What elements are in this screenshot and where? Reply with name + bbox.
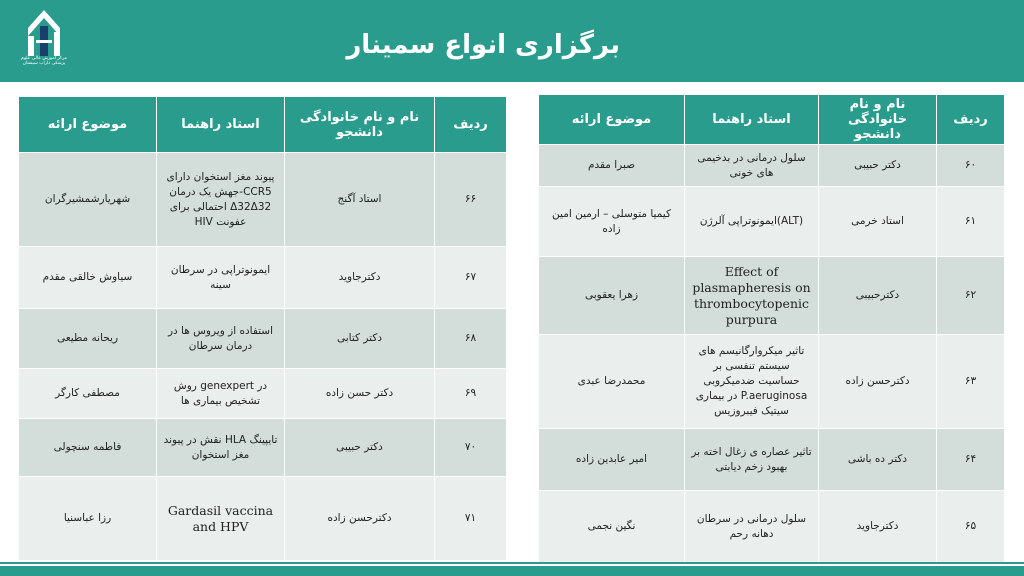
row-number: ۶۵ [937, 491, 1005, 563]
student-name: دکتر حبیبی [819, 145, 937, 187]
page-title: برگزاری انواع سمینار [346, 30, 620, 60]
presentation-topic: نگین نجمی [539, 491, 685, 563]
logo-emblem-icon [14, 6, 74, 58]
footer-divider [0, 562, 1024, 564]
advisor-name: تاثیر میکروارگانیسم های سیستم تنفسی بر حساسیت ضدمیکروبی P.aeruginosa در بیماری سیتیک فیبروزیس [685, 335, 819, 429]
table-row [539, 491, 1005, 563]
row-number: ۷۱ [435, 477, 507, 561]
student-name: دکتر ده باشی [819, 429, 937, 491]
row-number: ۷۰ [435, 419, 507, 477]
student-name: دکتر حسن زاده [285, 369, 435, 419]
student-name: دکترحسن زاده [285, 477, 435, 561]
table-row [19, 153, 507, 247]
footer-bar [0, 566, 1024, 576]
column-header-topic: موضوع ارائه [19, 97, 157, 153]
table-row [19, 477, 507, 561]
column-header-student: نام و نام خانوادگی دانشجو [819, 95, 937, 145]
advisor-name: سلول درمانی در بدخیمی های خونی [685, 145, 819, 187]
presentation-topic: امیر عابدین زاده [539, 429, 685, 491]
presentation-topic: رزا عباسنیا [19, 477, 157, 561]
student-name: استاد آگنج [285, 153, 435, 247]
row-number: ۶۸ [435, 309, 507, 369]
column-header-advisor: استاد راهنما [157, 97, 285, 153]
advisor-name: ایمونوتراپی در سرطان سینه [157, 247, 285, 309]
presentation-topic: زهرا یعقوبی [539, 257, 685, 335]
advisor-name: پیوند مغز استخوان دارای CCR5-جهش یک درمان Δ32Δ32 احتمالی برای عفونت HIV [157, 153, 285, 247]
presentation-topic: شهریارشمشیرگران [19, 153, 157, 247]
table-row [19, 369, 507, 419]
table-row [19, 419, 507, 477]
row-number: ۶۳ [937, 335, 1005, 429]
column-header-topic: موضوع ارائه [539, 95, 685, 145]
table-row [539, 429, 1005, 491]
student-name: دکترحبیبی [819, 257, 937, 335]
row-number: ۶۶ [435, 153, 507, 247]
row-number: ۶۰ [937, 145, 1005, 187]
advisor-name: استفاده از ویروس ها در درمان سرطان [157, 309, 285, 369]
advisor-name: Gardasil vaccina and HPV [157, 477, 285, 561]
column-header-row: ردیف [435, 97, 507, 153]
row-number: ۶۹ [435, 369, 507, 419]
table-row [539, 257, 1005, 335]
presentation-topic: کیمیا متوسلی – ارمین امین زاده [539, 187, 685, 257]
column-header-student: نام و نام خانوادگی دانشجو [285, 97, 435, 153]
student-name: دکترحسن زاده [819, 335, 937, 429]
table-row [539, 187, 1005, 257]
student-name: دکترجاوید [285, 247, 435, 309]
table-row [539, 145, 1005, 187]
student-name: استاد خرمی [819, 187, 937, 257]
student-name: دکتر حبیبی [285, 419, 435, 477]
presentation-topic: مصطفی کارگر [19, 369, 157, 419]
row-number: ۶۷ [435, 247, 507, 309]
row-number: ۶۱ [937, 187, 1005, 257]
presentation-topic: ریحانه مطیعی [19, 309, 157, 369]
presentation-topic: فاطمه سنچولی [19, 419, 157, 477]
header-bar [0, 0, 1024, 82]
presentation-topic: محمدرضا عبدی [539, 335, 685, 429]
student-name: دکتر کتابی [285, 309, 435, 369]
column-header-row: ردیف [937, 95, 1005, 145]
student-name: دکترجاوید [819, 491, 937, 563]
table-row [19, 309, 507, 369]
table-row [539, 335, 1005, 429]
advisor-name: تاثیر عصاره ی زغال اخته بر بهبود زخم دیابتی [685, 429, 819, 491]
presentation-topic: سیاوش خالقی مقدم [19, 247, 157, 309]
advisor-name: در genexpert روش تشخیص بیماری ها [157, 369, 285, 419]
table-row [19, 247, 507, 309]
advisor-name: Effect of plasmapheresis on thrombocytopenic purpura [685, 257, 819, 335]
advisor-name: تایپینگ HLA نقش در پیوند مغز استخوان [157, 419, 285, 477]
column-header-advisor: استاد راهنما [685, 95, 819, 145]
logo-text: مرکز آموزش عالی علوم پزشکی داراب سیستان [21, 56, 67, 66]
row-number: ۶۲ [937, 257, 1005, 335]
presentation-topic: صبرا مقدم [539, 145, 685, 187]
advisor-name: (ALT)ایمونوتراپی آلرژن [685, 187, 819, 257]
seminar-table-left [18, 96, 507, 561]
seminar-table-right [538, 94, 1005, 563]
advisor-name: سلول درمانی در سرطان دهانه رحم [685, 491, 819, 563]
university-logo [14, 6, 74, 76]
row-number: ۶۴ [937, 429, 1005, 491]
